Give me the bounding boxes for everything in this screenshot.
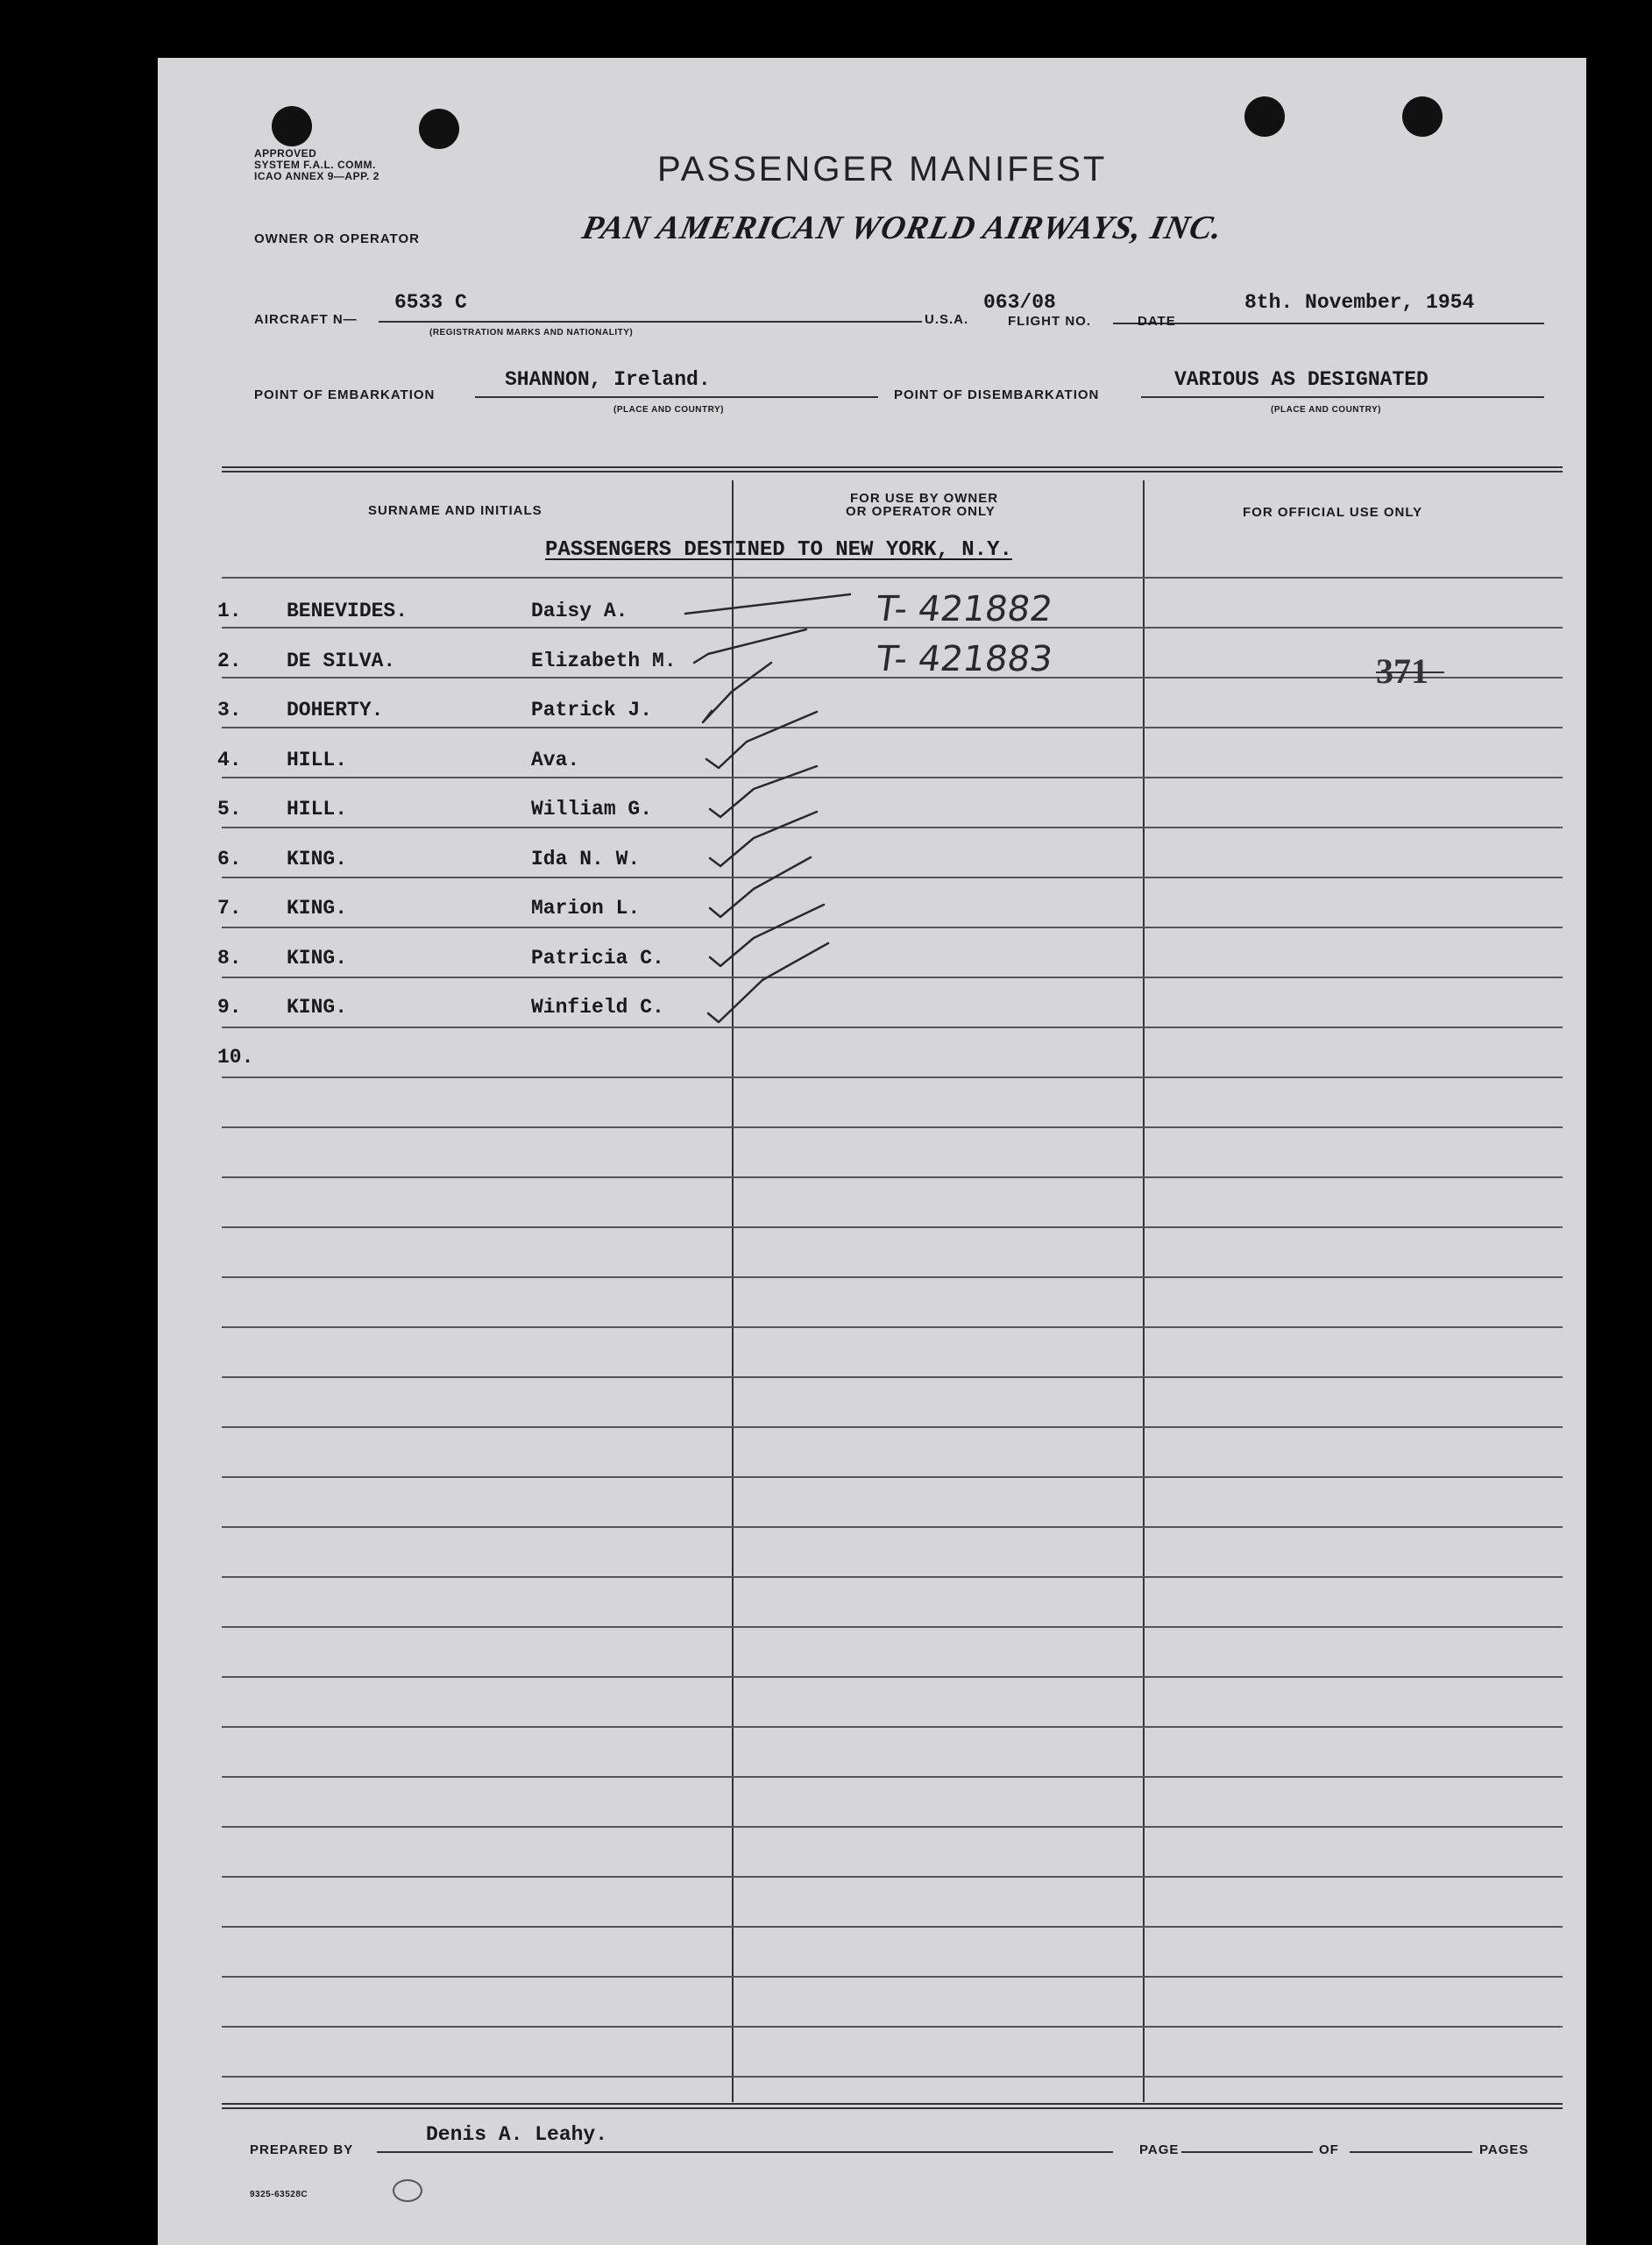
passenger-given-name: Elizabeth M. [531, 649, 677, 672]
ruled-line [222, 1476, 1563, 1478]
column-header-surname: SURNAME AND INITIALS [368, 503, 542, 518]
date-value: 8th. November, 1954 [1244, 291, 1475, 314]
embark-label: POINT OF EMBARKATION [254, 387, 436, 402]
passenger-given-name: Marion L. [531, 897, 641, 920]
ruled-line [222, 1976, 1563, 1978]
ruled-line [222, 1376, 1563, 1378]
check-mark-icon [710, 812, 817, 866]
column-header-owner-1: FOR USE BY OWNER [850, 491, 999, 506]
embark-value: SHANNON, Ireland. [505, 368, 711, 391]
passenger-surname: KING. [287, 996, 348, 1019]
ruled-line [222, 2076, 1563, 2078]
passenger-number: 6. [217, 847, 242, 870]
usa-label: U.S.A. [925, 312, 969, 327]
disembark-value: VARIOUS AS DESIGNATED [1174, 368, 1429, 391]
check-mark-icon [710, 766, 817, 817]
of-label: OF [1319, 2142, 1339, 2157]
check-mark-icon [703, 663, 771, 722]
ruled-line [222, 1776, 1563, 1778]
passenger-given-name: Patrick J. [531, 699, 653, 721]
check-mark-icon [710, 857, 811, 917]
ruled-line [222, 1626, 1563, 1628]
passenger-number: 8. [217, 946, 242, 970]
official-mark: 371 [1376, 651, 1429, 691]
passenger-surname: DE SILVA. [287, 649, 396, 672]
check-mark-icon [694, 629, 806, 663]
owner-label: OWNER OR OPERATOR [254, 231, 420, 246]
passenger-given-name: William G. [531, 798, 653, 821]
passenger-given-name: Ava. [531, 748, 580, 771]
ruled-line [222, 1826, 1563, 1828]
passenger-ticket-number: T- 421883 [873, 638, 1055, 679]
page-label: PAGE [1139, 2142, 1180, 2157]
page-underline [1181, 2151, 1313, 2153]
check-mark-icon [708, 943, 828, 1022]
flight-label: FLIGHT NO. [1008, 314, 1091, 329]
passenger-number: 2. [217, 649, 242, 672]
section-heading: PASSENGERS DESTINED TO NEW YORK, N.Y. [545, 538, 1012, 562]
registration-caption: (REGISTRATION MARKS AND NATIONALITY) [429, 328, 634, 337]
passenger-given-name: Daisy A. [531, 600, 628, 622]
ruled-line [222, 1576, 1563, 1578]
passenger-ticket-number: T- 421882 [873, 589, 1055, 629]
official-mark-strike [1376, 671, 1444, 673]
passenger-number: 9. [217, 996, 242, 1019]
date-label: DATE [1138, 314, 1176, 329]
aircraft-label: AIRCRAFT N— [254, 312, 358, 327]
passenger-number: 4. [217, 748, 242, 771]
ruled-line [222, 1526, 1563, 1528]
table-bottom-border [222, 2103, 1563, 2109]
passenger-number: 10. [217, 1045, 254, 1069]
passenger-surname: KING. [287, 946, 348, 970]
passenger-given-name: Ida N. W. [531, 847, 641, 870]
passenger-given-name: Winfield C. [531, 996, 664, 1019]
passenger-surname: KING. [287, 847, 348, 870]
pages-label: PAGES [1479, 2142, 1529, 2157]
column-header-official: FOR OFFICIAL USE ONLY [1243, 505, 1423, 520]
check-mark-icon [710, 905, 824, 966]
passenger-number: 7. [217, 897, 242, 920]
prepared-label: PREPARED BY [250, 2142, 354, 2157]
embark-caption: (PLACE AND COUNTRY) [613, 405, 724, 415]
ruled-line [222, 1176, 1563, 1178]
ruled-line [222, 1226, 1563, 1228]
ruled-line [222, 1276, 1563, 1278]
disembark-label: POINT OF DISEMBARKATION [894, 387, 1100, 402]
of-underline [1350, 2151, 1472, 2153]
check-marks [158, 58, 1586, 1110]
passenger-number: 3. [217, 699, 242, 721]
passenger-surname: BENEVIDES. [287, 600, 408, 622]
passenger-number: 1. [217, 600, 242, 622]
form-number: 9325-63528C [250, 2190, 308, 2199]
approval-line-1: APPROVED [254, 147, 317, 160]
ruled-line [222, 1426, 1563, 1428]
column-header-owner-2: OR OPERATOR ONLY [846, 504, 996, 519]
manifest-paper [158, 58, 1586, 2245]
aircraft-value: 6533 C [394, 291, 467, 314]
passenger-number: 5. [217, 798, 242, 821]
check-mark-icon [685, 594, 850, 614]
prepared-underline [377, 2151, 1113, 2153]
ruled-line [222, 1126, 1563, 1128]
prepared-value: Denis A. Leahy. [426, 2123, 608, 2146]
passenger-given-name: Patricia C. [531, 946, 664, 970]
approval-line-3: ICAO ANNEX 9—APP. 2 [254, 170, 379, 182]
page-title: PASSENGER MANIFEST [657, 150, 1108, 188]
passenger-surname: HILL. [287, 748, 348, 771]
airline-name: PAN AMERICAN WORLD AIRWAYS, INC. [578, 210, 1227, 246]
approval-line-2: SYSTEM F.A.L. COMM. [254, 159, 376, 171]
passenger-surname: KING. [287, 897, 348, 920]
check-mark-icon [706, 712, 817, 768]
ruled-line [222, 1926, 1563, 1928]
ruled-line [222, 1726, 1563, 1728]
passenger-surname: DOHERTY. [287, 699, 384, 721]
ruled-line [222, 1676, 1563, 1678]
disembark-caption: (PLACE AND COUNTRY) [1271, 405, 1381, 415]
ruled-line [222, 1876, 1563, 1878]
ruled-line [222, 2026, 1563, 2028]
ruled-line [222, 1326, 1563, 1328]
flight-value: 063/08 [983, 291, 1056, 314]
union-bug-icon [393, 2179, 422, 2202]
passenger-surname: HILL. [287, 798, 348, 821]
